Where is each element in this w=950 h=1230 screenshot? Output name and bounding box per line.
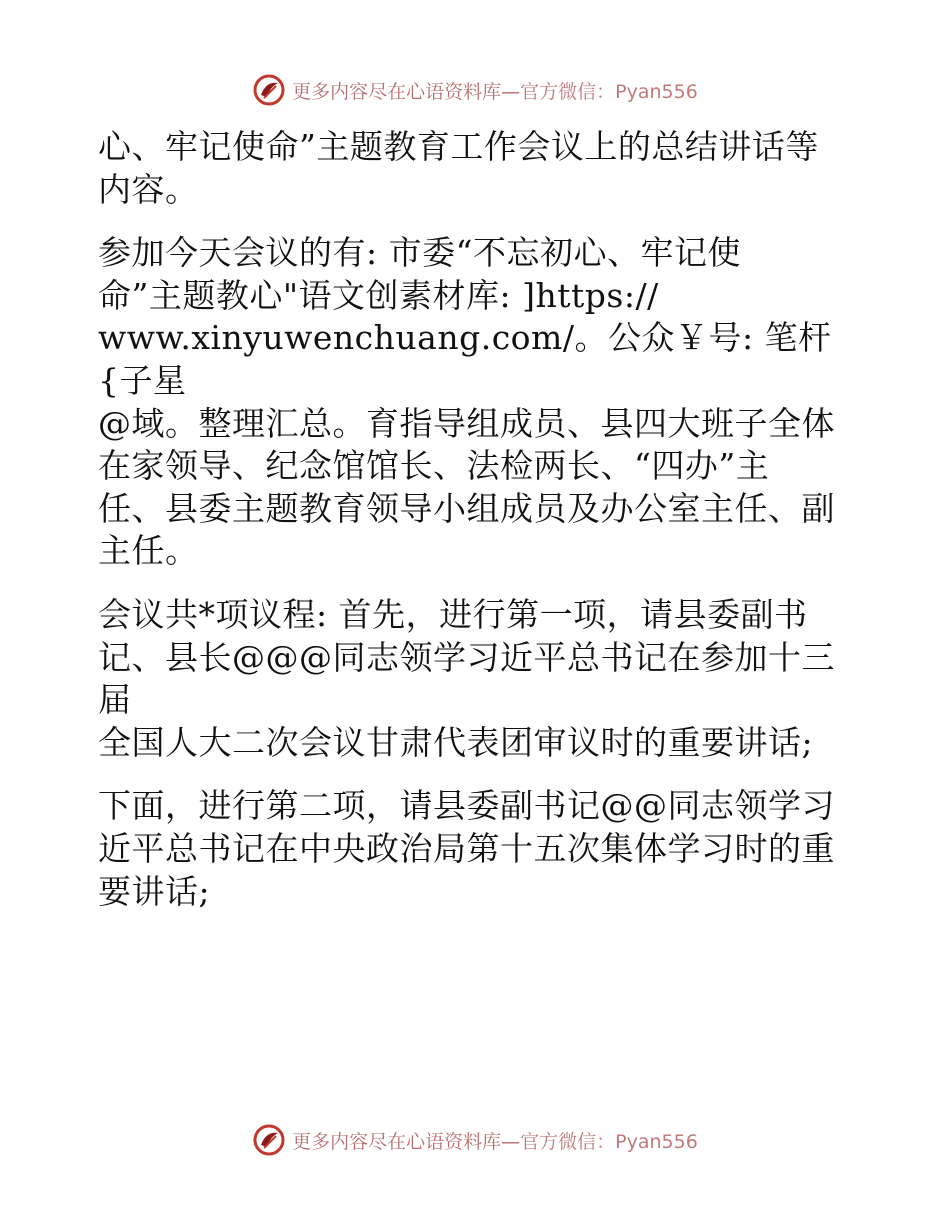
footer-banner-wechat: 官方微信：Pyan556 (520, 1130, 698, 1153)
brand-logo-icon (252, 73, 286, 107)
header-banner (0, 70, 950, 110)
paragraph-2: 参加今天会议的有: 市委“不忘初心、牢记使 命”主题教心"语文创素材库: ]https:// www.xinyuwenchuang.com/。公众￥号: 笔杆{子星 @域。整理汇总。育指导组成员、县四大班子全体 在家领导、纪念馆馆长、法检两长、“四办”主 任、县委主题教育领导小组成员及办公室主任、副 主任。 (98, 233, 835, 571)
footer-banner-sep: — (501, 1130, 521, 1153)
paragraph-4: 下面，进行第二项，请县委副书记@@同志领学习 近平总书记在中央政治局第十五次集体学习时的重 要讲话; (98, 786, 835, 911)
brand-logo-icon (252, 1123, 286, 1157)
paragraph-1: 心、牢记使命”主题教育工作会议上的总结讲话等 内容。 (98, 127, 819, 209)
header-banner-main: 更多内容尽在心语资料库 (292, 80, 502, 103)
footer-banner (0, 1120, 950, 1160)
header-banner-text (292, 77, 698, 104)
header-banner-wechat: 官方微信：Pyan556 (520, 80, 698, 103)
document-body (98, 126, 858, 913)
paragraph-3: 会议共*项议程: 首先，进行第一项，请县委副书 记、县长@@@同志领学习近平总书记在参加十三届 全国人大二次会议甘肃代表团审议时的重要讲话; (98, 594, 835, 762)
footer-banner-text (292, 1127, 698, 1154)
header-banner-sep: — (501, 80, 521, 103)
footer-banner-main: 更多内容尽在心语资料库 (292, 1130, 502, 1153)
